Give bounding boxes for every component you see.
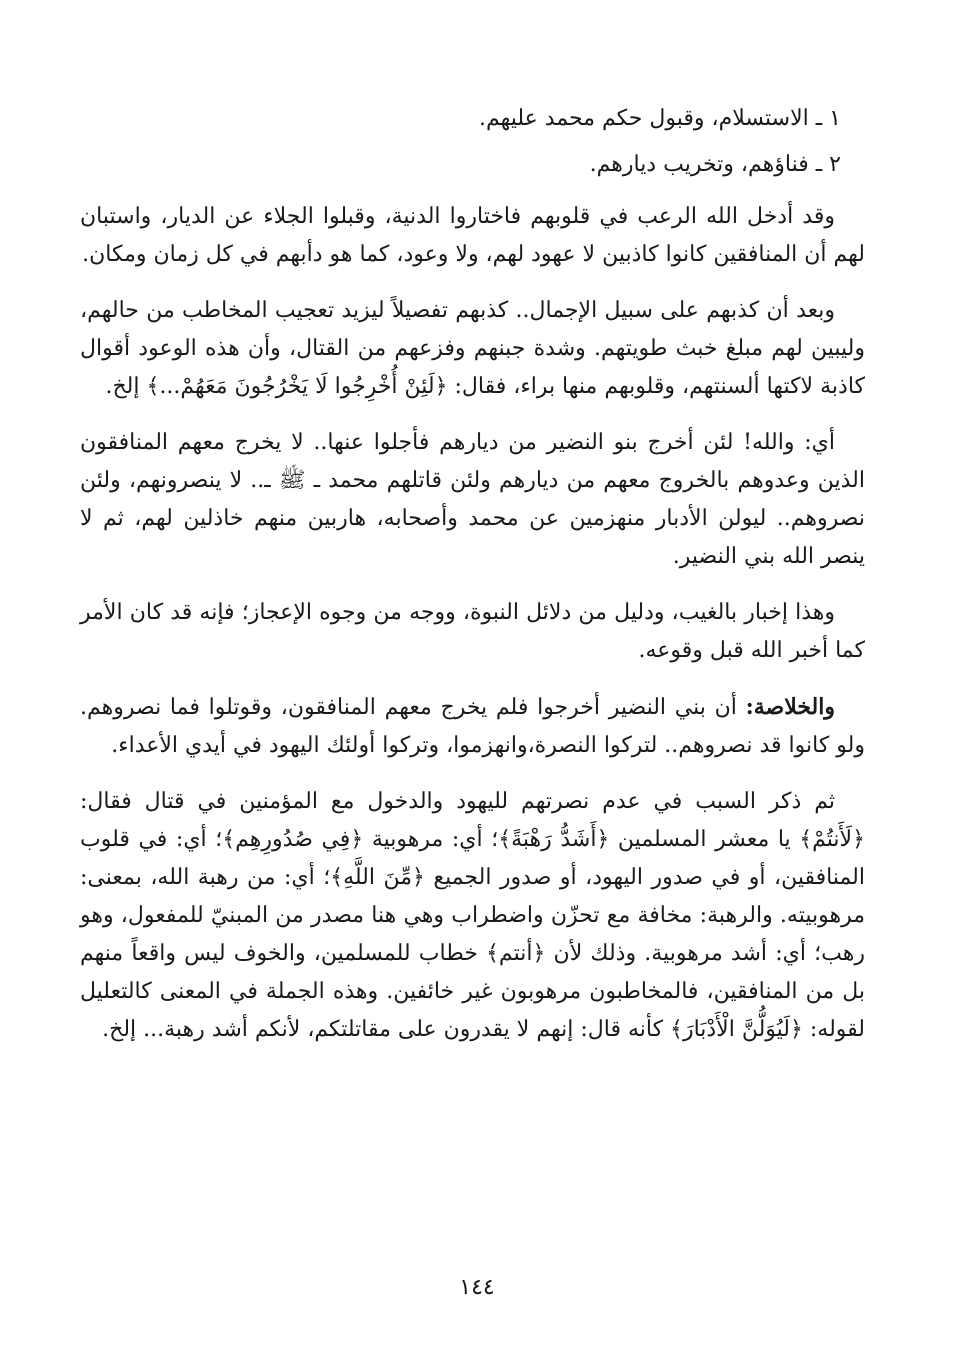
paragraph-closing: ثم ذكر السبب في عدم نصرتهم لليهود والدخول مع المؤمنين في قتال فقال: ﴿لَأَنتُمْ﴾ يا معشر المسلمين ﴿أَشَدُّ رَهْبَةً﴾؛ أي: مرهوبية ﴿فِي صُدُورِهِم﴾؛ أي: في قلوب المنافقين، أو في صدور اليهود، أو صدور الجميع ﴿مِّنَ اللَّهِ﴾؛ أي: من رهبة الله، بمعنى: مرهوبيته. والرهبة: مخافة مع تحزّن واضطراب وهي هنا مصدر من المبنيّ للمفعول، وهو رهب؛ أي: أشد مرهوبية. وذلك لأن ﴿أنتم﴾ خطاب للمسلمين، والخوف ليس واقعاً منهم بل من المنافقين، فالمخاطبون مرهوبون غير خائفين. وهذه الجملة في المعنى كالتعليل لقوله: ﴿لَيُوَلُّنَّ الْأَدْبَارَ﴾ كأنه قال: إنهم لا يقدرون على مقاتلتكم، لأنكم أشد رهبة... إلخ. — [80, 789, 865, 1042]
list-item-2: ٢ ـ فناؤهم، وتخريب ديارهم. — [589, 152, 841, 177]
page-body — [80, 100, 865, 1067]
page-number: ١٤٤ — [459, 1275, 495, 1300]
paragraph-1: وقد أدخل الله الرعب في قلوبهم فاختاروا الدنية، وقبلوا الجلاء عن الديار، واستبان لهم أن المنافقين كانوا كاذبين لا عهود لهم، ولا وعود، كما هو دأبهم في كل زمان ومكان. — [80, 204, 865, 267]
summary-label: والخلاصة: — [745, 694, 835, 720]
paragraph-3: أي: والله! لئن أخرج بنو النضير من ديارهم فأجلوا عنها.. لا يخرج معهم المنافقون الذين وعدوهم بالخروج معهم من ديارهم ولئن قاتلهم محمد ـ ﷺ ـ.. لا ينصرونهم، ولئن نصروهم.. ليولن الأدبار منهزمين عن محمد وأصحابه، هاربين منهم خاذلين لهم، ثم لا ينصر الله بني النضير. — [80, 430, 865, 569]
paragraph-2: وبعد أن كذبهم على سبيل الإجمال.. كذبهم تفصيلاً ليزيد تعجيب المخاطب من حالهم، وليبين لهم مبلغ خبث طويتهم. وشدة جبنهم وفزعهم من القتال، وأن هذه الوعود أقوال كاذبة لاكتها ألسنتهم، وقلوبهم منها براء، فقال: ﴿لَئِنْ أُخْرِجُوا لَا يَخْرُجُونَ مَعَهُمْ...﴾ إلخ. — [80, 298, 865, 399]
summary-text: أن بني النضير أخرجوا فلم يخرج معهم المنافقون، وقوتلوا فما نصروهم. ولو كانوا قد نصروهم.. لتركوا النصرة،وانهزموا، وتركوا أولئك اليهود في أيدي الأعداء. — [80, 695, 865, 758]
list-item-1: ١ ـ الاستسلام، وقبول حكم محمد عليهم. — [478, 106, 841, 131]
summary-paragraph — [80, 688, 865, 765]
paragraph-4: وهذا إخبار بالغيب، ودليل من دلائل النبوة، ووجه من وجوه الإعجاز؛ فإنه قد كان الأمر كما أخبر الله قبل وقوعه. — [80, 600, 865, 663]
